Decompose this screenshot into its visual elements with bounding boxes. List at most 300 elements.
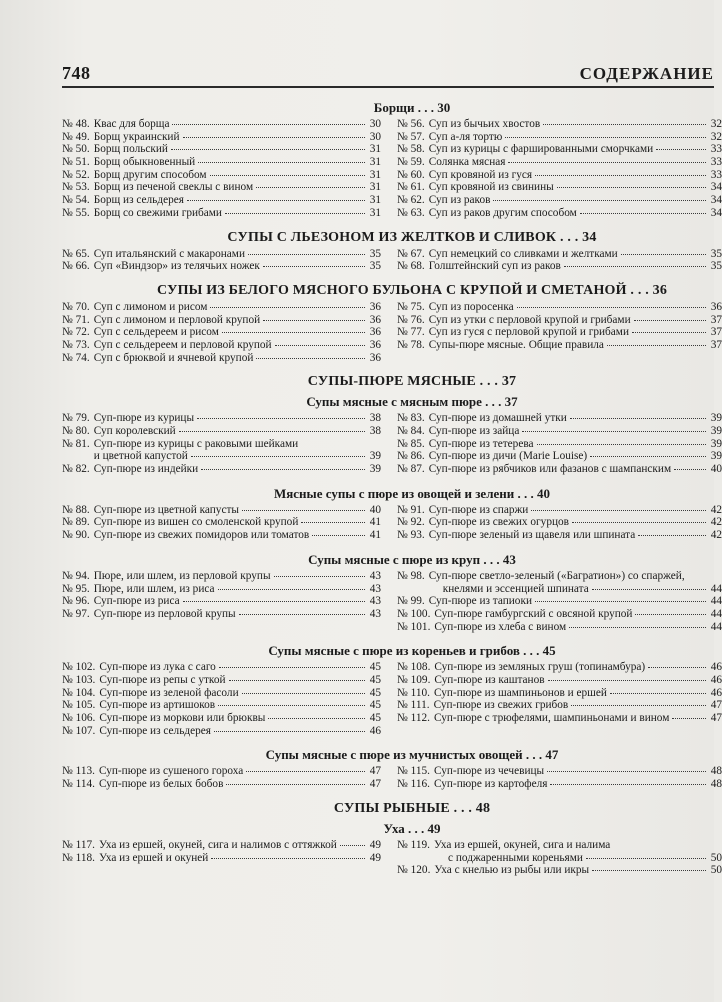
entry-page: 45 <box>369 674 382 686</box>
toc-entry[interactable] <box>397 661 722 674</box>
entry-page: 34 <box>710 181 722 194</box>
entry-title: Суп из поросенка <box>428 300 514 313</box>
dot-leader <box>607 345 706 346</box>
left-column <box>62 248 381 273</box>
entry-title: Суп итальянский с макаронами <box>93 247 245 260</box>
entry-number: № 77. <box>397 326 425 339</box>
entry-title: Суп-пюре из вишен со смоленской крупой <box>93 516 299 529</box>
entry-title: Суп-пюре из зеленой фасоли <box>99 686 239 699</box>
left-column <box>62 570 381 633</box>
toc-entry[interactable] <box>62 674 381 687</box>
entry-page: 49 <box>369 851 382 864</box>
dot-leader <box>634 320 706 321</box>
entry-number: № 115. <box>397 765 430 778</box>
entry-page: 40 <box>710 463 722 476</box>
toc-entry[interactable] <box>62 425 381 438</box>
section-gap <box>62 633 722 641</box>
page-number: 748 <box>62 63 91 83</box>
entry-number: № 116. <box>397 778 430 791</box>
toc-entry[interactable] <box>62 169 381 182</box>
entry-number: № 108. <box>397 661 431 674</box>
toc-entry[interactable] <box>397 425 722 438</box>
toc-entry[interactable] <box>397 194 722 207</box>
entry-number: № 85. <box>397 437 425 450</box>
entry-page: 34 <box>710 194 722 207</box>
entry-title: Борщ польский <box>93 143 168 156</box>
dot-leader <box>570 418 706 419</box>
entry-title: Суп-пюре из хлеба с вином <box>434 620 567 633</box>
entry-title: Суп-пюре из курицы с раковыми шейками <box>93 437 299 450</box>
entry-title: Суп-пюре из дичи (Marie Louise) <box>428 450 588 463</box>
entry-title: Суп с лимоном и рисом <box>93 300 208 313</box>
entry-page: 46 <box>369 724 382 737</box>
entry-number: № 102. <box>62 661 96 674</box>
dot-leader <box>172 124 364 125</box>
entry-page: 36 <box>369 313 382 326</box>
entry-title: Солянка мясная <box>428 156 506 169</box>
left-column <box>62 301 381 364</box>
entry-number: № 61. <box>397 181 425 194</box>
entry-title: Борщ из сельдерея <box>93 194 184 207</box>
entry-title: Суп-пюре из перловой крупы <box>93 607 236 620</box>
entry-number: № 93. <box>397 529 425 542</box>
toc-entry[interactable] <box>62 852 381 865</box>
entry-page: 30 <box>369 130 382 143</box>
entry-page: 45 <box>369 712 382 725</box>
dot-leader <box>211 858 364 859</box>
section-title: Супы мясные с пюре из мучнистых овощей . . . 47 <box>265 747 559 763</box>
toc-entry[interactable] <box>397 339 722 352</box>
dot-leader <box>171 149 365 150</box>
toc-entry[interactable] <box>62 699 381 712</box>
entry-page: 31 <box>369 206 382 219</box>
entry-number: № 54. <box>62 194 90 207</box>
section-title: Супы мясные с мясным пюре . . . 37 <box>306 394 518 410</box>
toc-entry[interactable] <box>62 438 381 463</box>
entry-title: Суп из раков <box>428 194 491 207</box>
right-column <box>397 412 722 475</box>
entry-number: № 86. <box>397 450 425 463</box>
entry-page: 44 <box>710 607 722 620</box>
dot-leader <box>508 162 705 163</box>
toc-entry[interactable] <box>397 712 722 725</box>
toc-entry[interactable] <box>397 516 722 529</box>
entry-number: № 120. <box>397 864 431 877</box>
entry-page: 46 <box>710 674 722 686</box>
toc-entry[interactable] <box>62 463 381 476</box>
entry-number: № 59. <box>397 156 425 169</box>
toc-entry[interactable] <box>62 314 381 327</box>
entry-number: № 101. <box>397 620 431 633</box>
toc-entry[interactable] <box>62 687 381 700</box>
entry-page: 35 <box>369 247 382 260</box>
table-of-contents <box>62 98 722 885</box>
dot-leader <box>632 332 706 333</box>
entry-number: № 65. <box>62 247 90 260</box>
toc-entry[interactable] <box>397 169 722 182</box>
page-header <box>62 54 714 84</box>
entry-number: № 92. <box>397 516 425 529</box>
section-title: Супы мясные с пюре из кореньев и грибов . . . 45 <box>268 643 556 659</box>
entry-page: 37 <box>710 313 722 326</box>
entry-title: Уха из ершей и окуней <box>98 851 209 864</box>
dot-leader <box>569 627 706 628</box>
right-column <box>397 118 722 220</box>
dot-leader <box>218 589 365 590</box>
toc-entry[interactable] <box>397 131 722 144</box>
entry-number: № 49. <box>62 130 90 143</box>
entry-title: Суп с брюквой и ячневой крупой <box>93 351 254 364</box>
toc-entry[interactable] <box>397 156 722 169</box>
toc-entry[interactable] <box>62 412 381 425</box>
entry-title: Суп из гуся с перловой крупой и грибами <box>428 326 629 339</box>
entry-title: Суп-пюре из рябчиков или фазанов с шампанским <box>428 463 672 476</box>
toc-entry[interactable] <box>62 608 381 621</box>
entry-number: № 56. <box>397 118 425 130</box>
section-title: Борщи . . . 30 <box>373 100 451 115</box>
toc-entry[interactable] <box>397 260 722 273</box>
toc-entry[interactable] <box>62 339 381 352</box>
section-title: СУПЫ РЫБНЫЕ . . . 48 <box>333 800 491 816</box>
entry-number: № 112. <box>397 712 430 725</box>
section-gap <box>62 877 722 885</box>
entry-number: № 72. <box>62 326 90 339</box>
entry-page: 43 <box>369 569 382 582</box>
entry-title: Суп а-ля тортю <box>428 130 503 143</box>
entry-number: № 91. <box>397 503 425 516</box>
toc-entry[interactable] <box>62 352 381 365</box>
section-entries <box>62 765 722 790</box>
section-gap <box>62 220 722 228</box>
entry-title: Суп-пюре из цветной капусты <box>93 503 239 516</box>
dot-leader <box>226 784 364 785</box>
right-column <box>397 661 722 737</box>
entry-number: № 68. <box>397 260 425 273</box>
entry-title: Супы-пюре мясные. Общие правила <box>428 338 604 351</box>
toc-entry[interactable] <box>62 778 381 791</box>
dot-leader <box>248 254 365 255</box>
entry-number: № 71. <box>62 313 90 326</box>
entry-page: 49 <box>369 838 382 851</box>
toc-entry[interactable] <box>397 864 722 877</box>
toc-entry[interactable] <box>62 326 381 339</box>
toc-entry[interactable] <box>397 529 722 542</box>
entry-title: Суп-пюре из каштанов <box>434 674 545 686</box>
toc-entry[interactable] <box>397 301 722 314</box>
left-column <box>62 118 381 220</box>
entry-page: 41 <box>369 529 382 542</box>
entry-page: 37 <box>710 326 722 339</box>
entry-title: Суп-пюре из индейки <box>93 463 199 476</box>
toc-entry[interactable] <box>397 326 722 339</box>
dot-leader <box>340 845 365 846</box>
entry-title: Суп-пюре из моркови или брюквы <box>99 712 266 725</box>
entry-page: 46 <box>710 661 722 674</box>
dot-leader <box>214 731 365 732</box>
section-title: СУПЫ ИЗ БЕЛОГО МЯСНОГО БУЛЬОНА С КРУПОЙ И СМЕТАНОЙ . . . 36 <box>156 282 668 298</box>
entry-page: 47 <box>369 765 382 778</box>
dot-leader <box>592 870 706 871</box>
left-column <box>62 661 381 737</box>
toc-entry[interactable] <box>62 712 381 725</box>
entry-title: Голштейнский суп из раков <box>428 260 561 273</box>
toc-entry[interactable] <box>62 301 381 314</box>
entry-number: № 95. <box>62 582 90 595</box>
toc-entry[interactable] <box>62 570 381 583</box>
section-title: СУПЫ-ПЮРЕ МЯСНЫЕ . . . 37 <box>307 374 517 390</box>
section-entries <box>62 412 722 475</box>
entry-title: Суп-пюре из лука с саго <box>99 661 216 674</box>
dot-leader <box>263 266 365 267</box>
dot-leader <box>621 254 706 255</box>
toc-entry[interactable] <box>62 725 381 738</box>
dot-leader <box>493 200 705 201</box>
entry-title-continued: кнелями и эссенцией шпината <box>442 582 589 595</box>
section-gap <box>62 273 722 281</box>
right-column <box>397 839 722 877</box>
dot-leader <box>531 510 705 511</box>
toc-entry[interactable] <box>397 674 722 687</box>
dot-leader <box>592 589 706 590</box>
entry-number: № 57. <box>397 130 425 143</box>
entry-number: № 84. <box>397 425 425 437</box>
entry-number: № 76. <box>397 313 425 326</box>
dot-leader <box>242 510 365 511</box>
toc-entry[interactable] <box>397 207 722 220</box>
toc-entry[interactable] <box>397 778 722 791</box>
dot-leader <box>522 431 705 432</box>
toc-entry[interactable] <box>62 156 381 169</box>
section-title: Мясные супы с пюре из овощей и зелени . . . 40 <box>273 485 550 501</box>
section-title: Уха . . . 49 <box>383 820 441 836</box>
dot-leader <box>197 418 365 419</box>
toc-entry[interactable] <box>62 131 381 144</box>
entry-page: 33 <box>710 156 722 169</box>
toc-entry[interactable] <box>397 412 722 425</box>
right-column <box>397 570 722 633</box>
toc-entry[interactable] <box>397 687 722 700</box>
entry-page: 44 <box>710 620 722 633</box>
toc-entry[interactable] <box>397 143 722 156</box>
dot-leader <box>557 187 706 188</box>
entry-page: 39 <box>369 450 382 463</box>
toc-entry[interactable] <box>62 583 381 596</box>
toc-entry[interactable] <box>62 516 381 529</box>
toc-entry[interactable] <box>62 194 381 207</box>
toc-entry[interactable] <box>62 504 381 517</box>
entry-number: № 79. <box>62 412 90 425</box>
toc-entry[interactable] <box>397 504 722 517</box>
section-gap <box>62 791 722 799</box>
entry-title: Суп-пюре из картофеля <box>433 778 548 791</box>
dot-leader <box>586 858 706 859</box>
dot-leader <box>198 162 365 163</box>
entry-number: № 53. <box>62 181 90 194</box>
dot-leader <box>638 535 705 536</box>
toc-entry[interactable] <box>397 118 722 131</box>
entry-page: 48 <box>710 778 722 791</box>
entry-number: № 52. <box>62 168 90 181</box>
entry-number: № 50. <box>62 143 90 156</box>
section-title: Супы мясные с пюре из круп . . . 43 <box>308 551 516 567</box>
toc-entry[interactable] <box>397 181 722 194</box>
entry-title: Суп-пюре с трюфелями, шампиньонами и вином <box>433 712 670 725</box>
entry-page: 31 <box>369 194 382 207</box>
left-column <box>62 504 381 542</box>
toc-entry[interactable] <box>62 839 381 852</box>
entry-page: 31 <box>369 143 382 156</box>
dot-leader <box>246 771 364 772</box>
entry-title: Пюре, или шлем, из перловой крупы <box>93 569 271 582</box>
dot-leader <box>656 149 706 150</box>
toc-entry[interactable] <box>397 438 722 451</box>
entry-title: Суп-пюре из риса <box>93 595 180 608</box>
toc-entry[interactable] <box>397 463 722 476</box>
left-column <box>62 412 381 475</box>
entry-page: 30 <box>369 118 382 130</box>
toc-entry[interactable] <box>397 248 722 261</box>
entry-page: 41 <box>369 516 382 529</box>
entry-number: № 75. <box>397 300 425 313</box>
toc-entry[interactable] <box>397 608 722 621</box>
entry-page: 50 <box>710 864 722 877</box>
entry-page: 44 <box>710 582 722 595</box>
entry-number: № 119. <box>397 838 430 851</box>
dot-leader <box>635 614 705 615</box>
entry-page: 35 <box>710 260 722 273</box>
entry-page: 33 <box>710 168 722 181</box>
entry-page: 50 <box>710 851 722 864</box>
entry-page: 35 <box>710 247 722 260</box>
dot-leader <box>222 332 365 333</box>
toc-entry[interactable] <box>62 260 381 273</box>
entry-title: Суп из утки с перловой крупой и грибами <box>428 313 631 326</box>
entry-number: № 114. <box>62 778 95 791</box>
section-entries <box>62 570 722 633</box>
dot-leader <box>572 522 706 523</box>
entry-title: Суп-пюре зеленый из щавеля или шпината <box>428 529 636 542</box>
entry-page: 36 <box>710 300 722 313</box>
entry-page: 38 <box>369 412 382 425</box>
toc-entry[interactable] <box>397 621 722 634</box>
entry-page: 40 <box>369 503 382 516</box>
entry-number: № 104. <box>62 686 96 699</box>
dot-leader <box>239 614 365 615</box>
entry-title: Суп-пюре из спаржи <box>428 503 529 516</box>
entry-title: Пюре, или шлем, из риса <box>93 582 215 595</box>
entry-number: № 110. <box>397 686 430 699</box>
entry-title: Суп-пюре из сушеного гороха <box>98 765 244 778</box>
toc-entry[interactable] <box>62 207 381 220</box>
toc-entry[interactable] <box>62 765 381 778</box>
entry-title: Суп королевский <box>93 425 176 437</box>
toc-entry[interactable] <box>397 839 722 864</box>
dot-leader <box>256 358 364 359</box>
entry-title: Суп из курицы с фаршированными сморчками <box>428 143 654 156</box>
toc-entry[interactable] <box>62 595 381 608</box>
entry-page: 39 <box>369 463 382 476</box>
toc-entry[interactable] <box>62 181 381 194</box>
toc-entry[interactable] <box>397 450 722 463</box>
entry-number: № 55. <box>62 206 90 219</box>
toc-entry[interactable] <box>62 143 381 156</box>
entry-number: № 80. <box>62 425 90 437</box>
entry-number: № 83. <box>397 412 425 425</box>
toc-entry[interactable] <box>62 661 381 674</box>
entry-title: Уха из ершей, окуней, сига и налимов с оттяжкой <box>98 838 337 851</box>
entry-title: Суп-пюре из свежих грибов <box>433 699 569 712</box>
entry-page: 42 <box>710 516 722 529</box>
dot-leader <box>674 469 706 470</box>
entry-page: 36 <box>369 300 382 313</box>
entry-number: № 88. <box>62 503 90 516</box>
entry-number: № 78. <box>397 338 425 351</box>
entry-page: 39 <box>710 412 722 425</box>
entry-title: Уха с кнелью из рыбы или икры <box>434 864 590 877</box>
section-gap <box>62 364 722 372</box>
toc-entry[interactable] <box>397 765 722 778</box>
toc-entry[interactable] <box>62 118 381 131</box>
section-title: СУПЫ С ЛЬЕЗОНОМ ИЗ ЖЕЛТКОВ И СЛИВОК . . . 34 <box>227 229 597 245</box>
dot-leader <box>672 718 705 719</box>
toc-entry[interactable] <box>397 699 722 712</box>
toc-entry[interactable] <box>397 570 722 595</box>
toc-entry[interactable] <box>397 314 722 327</box>
entry-title: Суп с сельдереем и перловой крупой <box>93 338 272 351</box>
entry-number: № 107. <box>62 724 96 737</box>
entry-title: Суп-пюре из домашней утки <box>428 412 567 425</box>
dot-leader <box>256 187 365 188</box>
dot-leader <box>210 307 364 308</box>
dot-leader <box>537 444 706 445</box>
entry-page: 36 <box>369 351 382 364</box>
entry-number: № 82. <box>62 463 90 476</box>
dot-leader <box>301 522 364 523</box>
dot-leader <box>547 771 706 772</box>
dot-leader <box>263 320 365 321</box>
entry-title-continued: с поджаренными кореньями <box>447 851 583 864</box>
dot-leader <box>268 718 364 719</box>
dot-leader <box>210 175 365 176</box>
dot-leader <box>610 693 706 694</box>
toc-entry[interactable] <box>62 248 381 261</box>
entry-page: 38 <box>369 425 382 437</box>
entry-number: № 97. <box>62 607 90 620</box>
entry-title: Суп-пюре из репы с уткой <box>99 674 226 686</box>
toc-entry[interactable] <box>62 529 381 542</box>
header-rule <box>62 86 714 88</box>
section-gap <box>62 476 722 484</box>
entry-title: Суп кровяной из гуся <box>428 168 533 181</box>
entry-page: 32 <box>710 130 722 143</box>
entry-page: 45 <box>369 661 382 674</box>
entry-number: № 90. <box>62 529 90 542</box>
dot-leader <box>201 469 365 470</box>
dot-leader <box>312 535 365 536</box>
dot-leader <box>535 175 706 176</box>
entry-title: Суп из бычьих хвостов <box>428 118 541 130</box>
entry-page: 36 <box>369 326 382 339</box>
toc-entry[interactable] <box>397 595 722 608</box>
entry-title: Суп с сельдереем и рисом <box>93 326 219 339</box>
entry-title: Суп-пюре из зайца <box>428 425 520 437</box>
section-entries <box>62 661 722 737</box>
entry-number: № 48. <box>62 118 90 130</box>
dot-leader <box>242 693 365 694</box>
entry-page: 39 <box>710 437 722 450</box>
entry-title: Суп-пюре из белых бобов <box>98 778 224 791</box>
entry-page: 48 <box>710 765 722 778</box>
